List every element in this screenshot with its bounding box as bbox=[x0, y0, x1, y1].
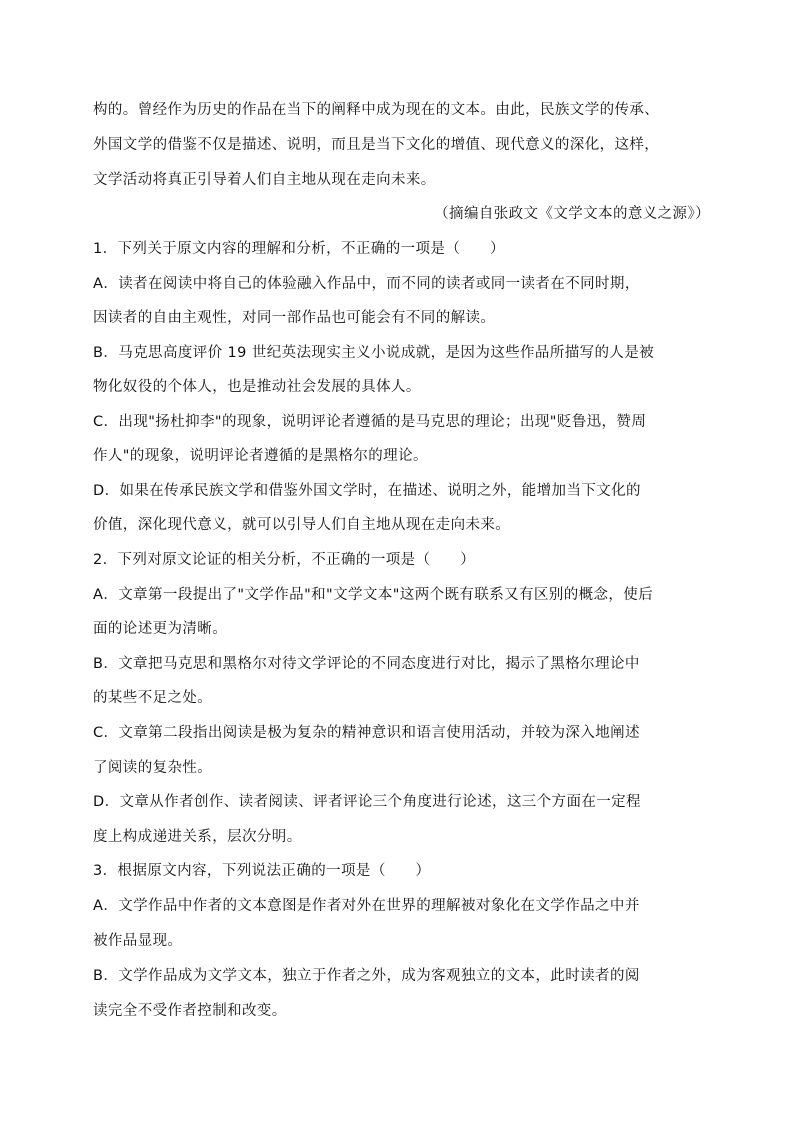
option-b-line2: 读完全不受作者控制和改变。 bbox=[93, 1003, 287, 1019]
option-a-line2: 被作品显现。 bbox=[93, 933, 183, 949]
option-b-line1: B．文学作品成为文学文本，独立于作者之外，成为客观独立的文本，此时读者的阅 bbox=[93, 968, 640, 984]
option-c-line1: C．文章第二段指出阅读是极为复杂的精神意识和语言使用活动，并较为深入地阐述 bbox=[93, 725, 640, 741]
option-d-line1: D．如果在传承民族文学和借鉴外国文学时，在描述、说明之外，能增加当下文化的 bbox=[93, 483, 641, 499]
option-d-line2: 度上构成递进关系，层次分明。 bbox=[93, 829, 302, 845]
option-b-line2: 的某些不足之处。 bbox=[93, 690, 213, 706]
option-a-line2: 因读者的自由主观性，对同一部作品也可能会有不同的解读。 bbox=[93, 310, 496, 326]
option-b-line1: B．文章把马克思和黑格尔对待文学评论的不同态度进行对比，揭示了黑格尔理论中 bbox=[93, 656, 640, 672]
intro-line: 文学活动将真正引导着人们自主地从现在走向未来。 bbox=[93, 172, 436, 188]
option-b-line2: 物化奴役的个体人，也是推动社会发展的具体人。 bbox=[93, 379, 421, 395]
option-c-line1: C．出现"扬杜抑李"的现象，说明评论者遵循的是马克思的理论；出现"贬鲁迅，赞周 bbox=[93, 414, 647, 430]
option-a-line1: A．文学作品中作者的文本意图是作者对外在世界的理解被对象化在文学作品之中并 bbox=[93, 898, 640, 914]
intro-line: 构的。曾经作为历史的作品在当下的阐释中成为现在的文本。由此，民族文学的传承、 bbox=[93, 102, 660, 118]
option-c-line2: 作人"的现象，说明评论者遵循的是黑格尔的理论。 bbox=[93, 448, 428, 464]
question-stem: 2．下列对原文论证的相关分析，不正确的一项是（ ） bbox=[93, 552, 476, 568]
option-d-line2: 价值，深化现代意义，就可以引导人们自主地从现在走向未来。 bbox=[93, 517, 511, 533]
source-citation: （摘编自张政文《文学文本的意义之源》） bbox=[434, 206, 710, 222]
option-d-line1: D．文章从作者创作、读者阅读、评者评论三个角度进行论述，这三个方面在一定程 bbox=[93, 794, 641, 810]
intro-line: 外国文学的借鉴不仅是描述、说明，而且是当下文化的增值、现代意义的深化，这样， bbox=[93, 137, 660, 153]
option-a-line1: A．读者在阅读中将自己的体验融入作品中，而不同的读者或同一读者在不同时期， bbox=[93, 276, 640, 292]
option-b-line1: B．马克思高度评价 19 世纪英法现实主义小说成就，是因为这些作品所描写的人是被 bbox=[93, 345, 655, 361]
option-a-line2: 面的论述更为清晰。 bbox=[93, 621, 228, 637]
question-stem: 1．下列关于原文内容的理解和分析，不正确的一项是（ ） bbox=[93, 241, 505, 257]
option-c-line2: 了阅读的复杂性。 bbox=[93, 760, 213, 776]
question-stem: 3．根据原文内容，下列说法正确的一项是（ ） bbox=[93, 863, 431, 879]
option-a-line1: A．文章第一段提出了"文学作品"和"文学文本"这两个既有联系又有区别的概念，使后 bbox=[93, 587, 654, 603]
